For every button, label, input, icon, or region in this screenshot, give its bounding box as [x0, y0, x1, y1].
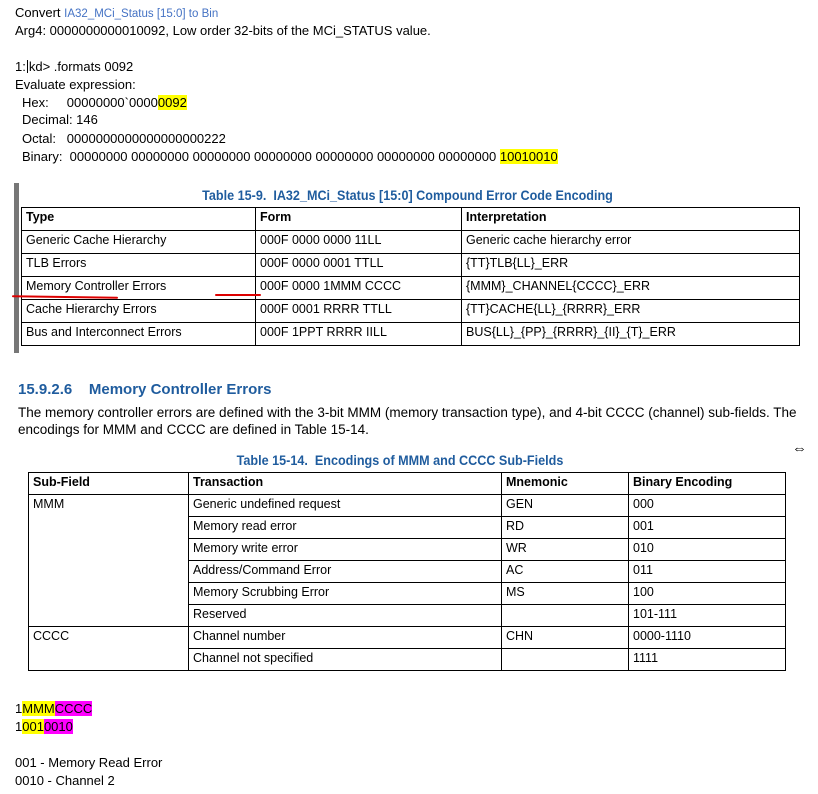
cell: Channel not specified: [189, 649, 502, 671]
cell: BUS{LL}_{PP}_{RRRR}_{II}_{T}_ERR: [462, 323, 800, 346]
subfield-cell: CCCC: [29, 627, 189, 671]
pattern-cccc: CCCC: [54, 701, 93, 716]
cell: Memory read error: [189, 517, 502, 539]
table-header-row: [29, 473, 786, 495]
cell: MS: [502, 583, 629, 605]
header-transaction: Transaction: [189, 473, 502, 495]
cell: Generic undefined request: [189, 495, 502, 517]
debugger-prompt[interactable]: [15, 59, 133, 74]
hex-line: [22, 95, 187, 110]
cell: [502, 649, 629, 671]
cell: 000F 1PPT RRRR IILL: [256, 323, 462, 346]
cell: WR: [502, 539, 629, 561]
value-mmm: 001: [22, 719, 44, 734]
compound-error-table: [21, 207, 800, 346]
prompt-command: kd> .formats 0092: [28, 59, 134, 74]
prompt-prefix: 1:: [15, 59, 26, 74]
cell: AC: [502, 561, 629, 583]
red-underline-form: [215, 294, 261, 296]
cell: 101-111: [629, 605, 786, 627]
cell: 000: [629, 495, 786, 517]
table-header-row: [22, 208, 800, 231]
header-mnemonic: Mnemonic: [502, 473, 629, 495]
table-row: [22, 277, 800, 300]
cell: 1111: [629, 649, 786, 671]
result-mmm: 001 - Memory Read Error: [15, 755, 163, 770]
octal-line: Octal: 0000000000000000000222: [22, 131, 226, 146]
cell: {TT}TLB{LL}_ERR: [462, 254, 800, 277]
cell: {MMM}_CHANNEL{CCCC}_ERR: [462, 277, 800, 300]
table2-title: Table 15-14. Encodings of MMM and CCCC Sub-Fields: [236, 452, 564, 468]
section-paragraph: The memory controller errors are defined with the 3-bit MMM (memory transaction type), and 4-bit CCCC (channel) sub-fields. The encodings for MMM and CCCC are defined in Table 15-14.: [18, 405, 797, 437]
cell: 100: [629, 583, 786, 605]
cell: 0000-1110: [629, 627, 786, 649]
cell: Channel number: [189, 627, 502, 649]
cell: Reserved: [189, 605, 502, 627]
convert-label: Convert: [15, 5, 61, 20]
table-row: [29, 495, 786, 517]
cell: 001: [629, 517, 786, 539]
cell: Generic cache hierarchy error: [462, 231, 800, 254]
resize-handle-icon[interactable]: ⇔: [792, 440, 807, 457]
header-type: Type: [22, 208, 256, 231]
hex-value: Hex: 00000000`0000: [22, 95, 158, 110]
cell: 000F 0000 1MMM CCCC: [256, 277, 462, 300]
result-cccc: 0010 - Channel 2: [15, 773, 115, 788]
cell: 000F 0001 RRRR TTLL: [256, 300, 462, 323]
cell: [502, 605, 629, 627]
table-row: [29, 627, 786, 649]
table1-title: Table 15-9. IA32_MCi_Status [15:0] Compound Error Code Encoding: [202, 187, 613, 203]
binary-line: [22, 149, 558, 164]
binary-highlight: 10010010: [499, 149, 558, 164]
value-cccc: 0010: [43, 719, 73, 734]
cell: 000F 0000 0000 11LL: [256, 231, 462, 254]
hex-highlight: 0092: [157, 95, 187, 110]
cell: GEN: [502, 495, 629, 517]
cell: RD: [502, 517, 629, 539]
header-interpretation: Interpretation: [462, 208, 800, 231]
bit-value-line: [15, 719, 73, 734]
cell: 010: [629, 539, 786, 561]
header-subfield: Sub-Field: [29, 473, 189, 495]
table-row: [22, 323, 800, 346]
value-lead: 1: [15, 719, 23, 734]
cell: Memory Scrubbing Error: [189, 583, 502, 605]
table-row: [22, 300, 800, 323]
text-cursor: [27, 60, 28, 73]
convert-line: [15, 5, 218, 20]
subfield-cell: MMM: [29, 495, 189, 627]
header-form: Form: [256, 208, 462, 231]
cell: Memory Controller Errors: [22, 277, 256, 300]
header-binary-encoding: Binary Encoding: [629, 473, 786, 495]
table-row: [22, 254, 800, 277]
table-row: [22, 231, 800, 254]
pattern-mmm: MMM: [22, 701, 55, 716]
selection-bar: [14, 183, 19, 353]
cell: Bus and Interconnect Errors: [22, 323, 256, 346]
evaluate-line: Evaluate expression:: [15, 77, 136, 92]
cell: 011: [629, 561, 786, 583]
decimal-line: Decimal: 146: [22, 112, 98, 127]
cell: Generic Cache Hierarchy: [22, 231, 256, 254]
bit-pattern-line: [15, 701, 92, 716]
cell: CHN: [502, 627, 629, 649]
cell: TLB Errors: [22, 254, 256, 277]
encodings-table: [28, 472, 786, 671]
cell: 000F 0000 0001 TTLL: [256, 254, 462, 277]
section-heading: 15.9.2.6 Memory Controller Errors: [18, 381, 272, 398]
arg4-line: Arg4: 0000000000010092, Low order 32-bits of the MCi_STATUS value.: [15, 23, 431, 38]
pattern-lead: 1: [15, 701, 23, 716]
cell: Memory write error: [189, 539, 502, 561]
binary-value: Binary: 00000000 00000000 00000000 00000000 00000000 00000000 00000000: [22, 149, 500, 164]
cell: Address/Command Error: [189, 561, 502, 583]
convert-reference: IA32_MCi_Status [15:0] to Bin: [64, 8, 219, 20]
cell: Cache Hierarchy Errors: [22, 300, 256, 323]
cell: {TT}CACHE{LL}_{RRRR}_ERR: [462, 300, 800, 323]
